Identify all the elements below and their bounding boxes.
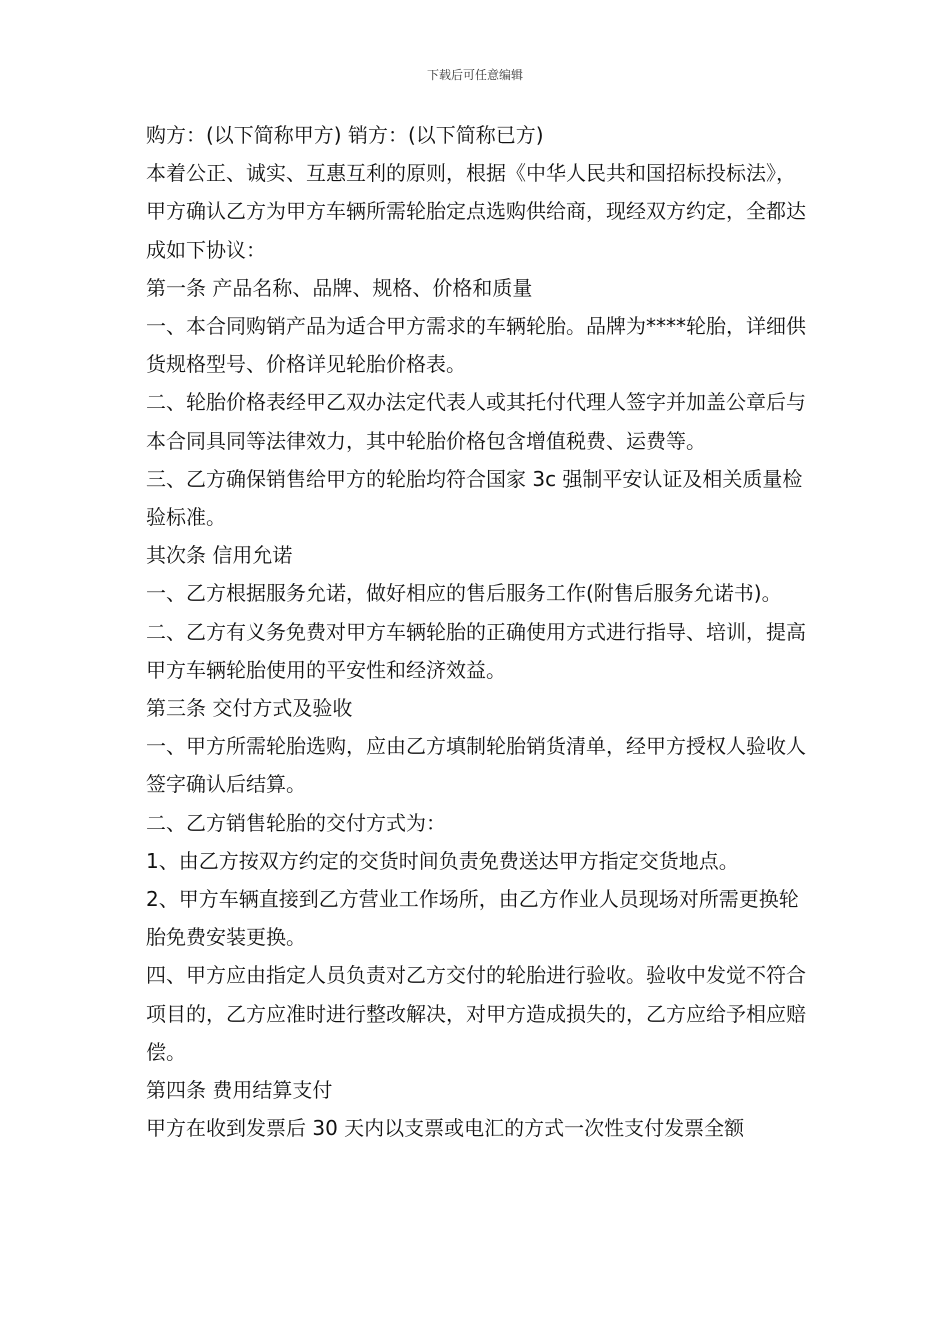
delivery-method-2: 2、甲方车辆直接到乙方营业工作场所，由乙方作业人员现场对所需更换轮胎免费安装更换。 [146,887,799,950]
page-header: 下载后可任意编辑 [426,68,523,82]
article-4-clause-1: 甲方在收到发票后 30 天内以支票或电汇的方式一次性支付发票全额 [146,1116,745,1141]
article-1-heading: 第一条 产品名称、品牌、规格、价格和质量 [146,275,533,300]
parties-line: 购方：(以下简称甲方) 销方：(以下简称已方) [146,123,544,147]
article-4-heading: 第四条 费用结算支付 [146,1078,333,1103]
article-3-heading: 第三条 交付方式及验收 [146,696,353,721]
article-2-clause-1: 一、乙方根据服务允诺，做好相应的售后服务工作(附售后服务允诺书)。 [146,581,782,606]
document-body [146,116,812,1147]
article-3-clause-1: 一、甲方所需轮胎选购，应由乙方填制轮胎销货清单，经甲方授权人验收人签字确认后结算。 [146,734,806,797]
article-2-heading: 其次条 信用允诺 [146,543,293,568]
delivery-method-1: 1、由乙方按双方约定的交货时间负责免费送达甲方指定交货地点。 [146,848,739,873]
preamble-paragraph: 本着公正、诚实、互惠互利的原则，根据《中华人民共和国招标投标法》，甲方确认乙方为甲方车辆所需轮胎定点选购供给商，现经双方约定，全都达成如下协议： [146,161,806,262]
article-1-clause-3: 三、乙方确保销售给甲方的轮胎均符合国家 3c 强制平安认证及相关质量检验标准。 [146,466,803,530]
article-2-clause-2: 二、乙方有义务免费对甲方车辆轮胎的正确使用方式进行指导、培训，提高甲方车辆轮胎使用的平安性和经济效益。 [146,619,806,682]
article-1-clause-1: 一、本合同购销产品为适合甲方需求的车辆轮胎。品牌为****轮胎，详细供货规格型号、价格详见轮胎价格表。 [146,314,806,377]
article-1-clause-2: 二、轮胎价格表经甲乙双办法定代表人或其托付代理人签字并加盖公章后与本合同具同等法律效力，其中轮胎价格包含增值税费、运费等。 [146,390,806,453]
article-3-clause-2: 二、乙方销售轮胎的交付方式为： [146,810,446,835]
article-3-clause-4: 四、甲方应由指定人员负责对乙方交付的轮胎进行验收。验收中发觉不符合项目的，乙方应准时进行整改解决，对甲方造成损失的，乙方应给予相应赔偿。 [146,963,806,1064]
